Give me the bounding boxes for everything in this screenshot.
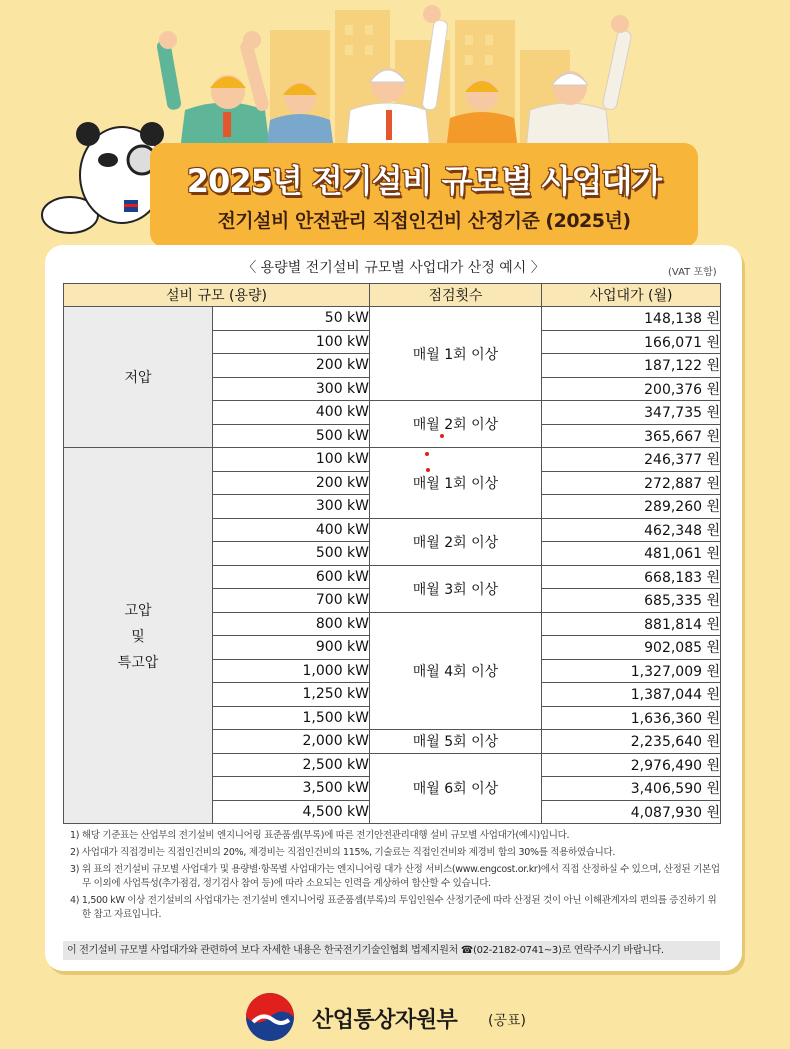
capacity-cell: 400 kW: [213, 401, 370, 425]
category-high-line3: 특고압: [117, 654, 159, 671]
header-capacity: 설비 규모 (용량): [64, 284, 370, 307]
red-mark: [440, 434, 444, 438]
capacity-cell: 2,000 kW: [213, 730, 370, 754]
inspection-cell: 매월 3회 이상: [370, 565, 542, 612]
inspection-cell: 매월 2회 이상: [370, 518, 542, 565]
category-low-voltage: 저압: [64, 307, 213, 448]
vat-note: (VAT 포함): [668, 267, 717, 278]
footnotes: [70, 829, 720, 925]
capacity-cell: 50 kW: [213, 307, 370, 331]
capacity-cell: 800 kW: [213, 612, 370, 636]
capacity-cell: 400 kW: [213, 518, 370, 542]
red-mark: [426, 468, 430, 472]
fee-table: [63, 283, 721, 824]
fee-cell: 347,735 원: [542, 401, 721, 425]
fee-cell: 668,183 원: [542, 565, 721, 589]
fee-cell: 200,376 원: [542, 377, 721, 401]
fee-cell: 881,814 원: [542, 612, 721, 636]
fee-cell: 365,667 원: [542, 424, 721, 448]
footnote: 2) 사업대가 직접경비는 직접인건비의 20%, 제경비는 직접인건비의 115%, 기술료는 직접인건비와 제경비 합의 30%를 적용하였습니다.: [70, 847, 616, 858]
capacity-cell: 200 kW: [213, 471, 370, 495]
inspection-cell: 매월 6회 이상: [370, 753, 542, 824]
fee-cell: 272,887 원: [542, 471, 721, 495]
category-high-voltage: [64, 448, 213, 824]
capacity-cell: 100 kW: [213, 330, 370, 354]
inspection-cell: 매월 4회 이상: [370, 612, 542, 730]
capacity-cell: 700 kW: [213, 589, 370, 613]
fee-cell: 685,335 원: [542, 589, 721, 613]
fee-cell: 1,387,044 원: [542, 683, 721, 707]
capacity-cell: 300 kW: [213, 377, 370, 401]
footnote: 4) 1,500 kW 이상 전기설비의 사업대가는 전기설비 엔지니어링 표준품셈(부록)의 투입인원수 산정기준에 따라 산정된 것이 아닌 이해관계자의 편의를 증진하기 위한 참고 자료입니다.: [70, 895, 717, 920]
capacity-cell: 900 kW: [213, 636, 370, 660]
capacity-cell: 100 kW: [213, 448, 370, 472]
inspection-cell: 매월 5회 이상: [370, 730, 542, 754]
capacity-cell: 500 kW: [213, 542, 370, 566]
fee-cell: 902,085 원: [542, 636, 721, 660]
ministry-name: 산업통상자원부: [312, 1008, 458, 1033]
fee-cell: 1,327,009 원: [542, 659, 721, 683]
fee-cell: 2,235,640 원: [542, 730, 721, 754]
fee-cell: 148,138 원: [542, 307, 721, 331]
publish-label: (공표): [488, 1013, 526, 1029]
capacity-cell: 3,500 kW: [213, 777, 370, 801]
capacity-cell: 1,500 kW: [213, 706, 370, 730]
table-row: [64, 307, 721, 331]
fee-cell: 187,122 원: [542, 354, 721, 378]
capacity-cell: 500 kW: [213, 424, 370, 448]
fee-cell: 1,636,360 원: [542, 706, 721, 730]
table-caption: 〈 용량별 전기설비 규모별 사업대가 산정 예시 〉: [242, 260, 545, 276]
category-high-line1: 고압: [124, 602, 152, 619]
page-title: 2025년 전기설비 규모별 사업대가: [186, 162, 662, 200]
fee-cell: 481,061 원: [542, 542, 721, 566]
footnote: 3) 위 표의 전기설비 규모별 사업대가 및 용량별·항목별 사업대가는 엔지니어링 대가 산정 서비스(www.engcost.or.kr)에서 직접 산정하실 수 있으며, 산정된 기본업무 이외에 사업특성(추가점검, 정기검사 참여 등)에 따라 소요되는 인력을 계상하여 합산할 수 있습니다.: [70, 864, 720, 889]
fee-cell: 4,087,930 원: [542, 800, 721, 824]
header-inspection: 점검횟수: [370, 284, 542, 307]
capacity-cell: 1,000 kW: [213, 659, 370, 683]
table-row: [64, 448, 721, 472]
table-header-row: [64, 284, 721, 307]
inspection-cell: 매월 1회 이상: [370, 448, 542, 519]
capacity-cell: 300 kW: [213, 495, 370, 519]
red-mark: [425, 452, 429, 456]
fee-cell: 246,377 원: [542, 448, 721, 472]
fee-cell: 289,260 원: [542, 495, 721, 519]
fee-cell: 3,406,590 원: [542, 777, 721, 801]
inspection-cell: 매월 2회 이상: [370, 401, 542, 448]
capacity-cell: 200 kW: [213, 354, 370, 378]
capacity-cell: 4,500 kW: [213, 800, 370, 824]
fee-cell: 462,348 원: [542, 518, 721, 542]
capacity-cell: 2,500 kW: [213, 753, 370, 777]
footnote: 1) 해당 기준표는 산업부의 전기설비 엔지니어링 표준품셈(부록)에 따른 전기안전관리대행 설비 규모별 사업대가(예시)입니다.: [70, 830, 570, 841]
capacity-cell: 600 kW: [213, 565, 370, 589]
category-high-line2: 및: [131, 628, 145, 645]
fee-cell: 166,071 원: [542, 330, 721, 354]
government-emblem-icon: [245, 992, 295, 1042]
inspection-cell: 매월 1회 이상: [370, 307, 542, 401]
header-fee: 사업대가 (월): [542, 284, 721, 307]
contact-info: 이 전기설비 규모별 사업대가와 관련하여 보다 자세한 내용은 한국전기기술인협회 법제지원처 ☎(02-2182-0741~3)로 연락주시기 바랍니다.: [63, 941, 720, 960]
capacity-cell: 1,250 kW: [213, 683, 370, 707]
fee-cell: 2,976,490 원: [542, 753, 721, 777]
page-subtitle: 전기설비 안전관리 직접인건비 산정기준 (2025년): [217, 210, 631, 232]
